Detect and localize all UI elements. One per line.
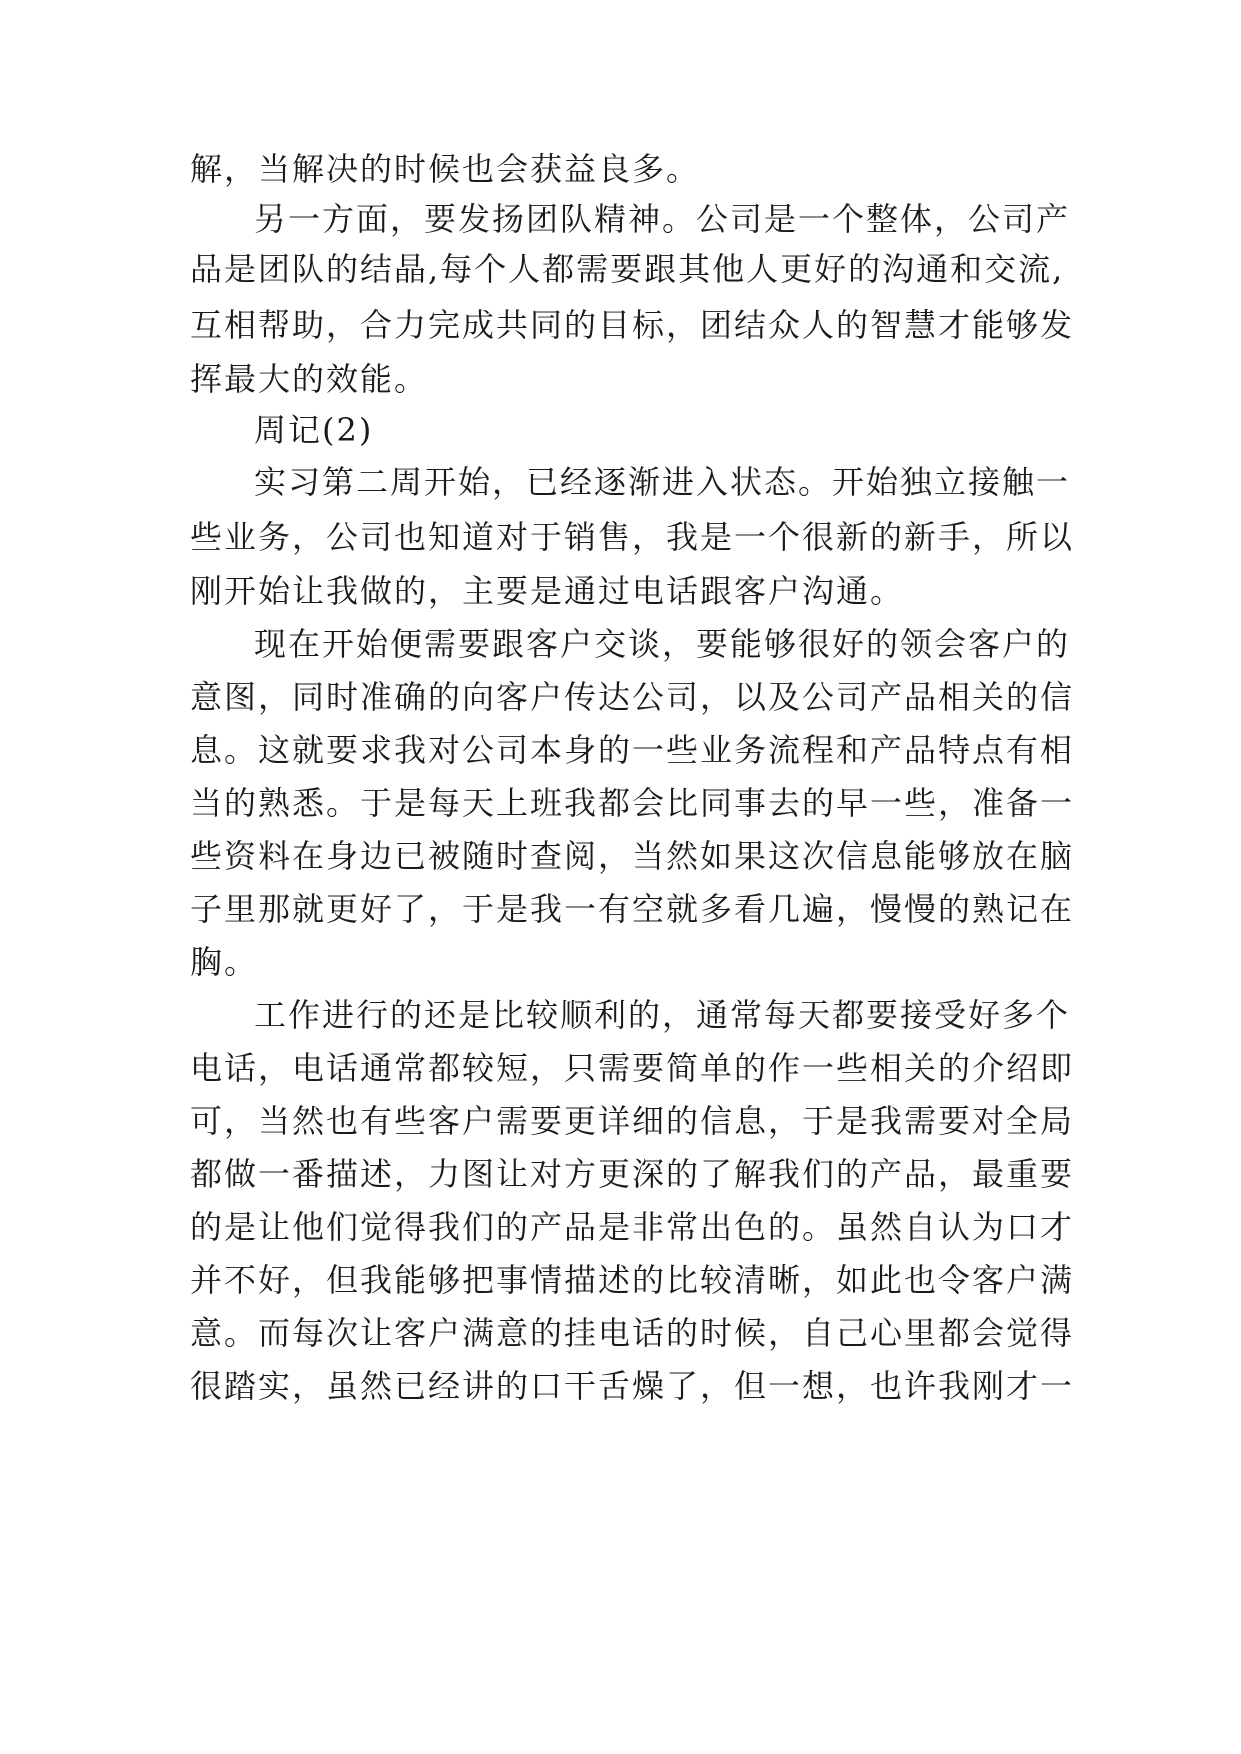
text-line: 并不好，但我能够把事情描述的比较清晰，如此也令客户满 bbox=[190, 1261, 1075, 1299]
text-line: 意。而每次让客户满意的挂电话的时候，自己心里都会觉得 bbox=[190, 1314, 1075, 1352]
text-line: 意图，同时准确的向客户传达公司，以及公司产品相关的信 bbox=[190, 678, 1075, 716]
text-line: 很踏实，虽然已经讲的口干舌燥了，但一想，也许我刚才一 bbox=[190, 1367, 1075, 1405]
text-line: 互相帮助，合力完成共同的目标，团结众人的智慧才能够发 bbox=[190, 306, 1075, 344]
text-line: 子里那就更好了，于是我一有空就多看几遍，慢慢的熟记在 bbox=[190, 890, 1075, 928]
text-line: 些业务，公司也知道对于销售，我是一个很新的新手，所以 bbox=[190, 518, 1075, 556]
text-line: 息。这就要求我对公司本身的一些业务流程和产品特点有相 bbox=[190, 731, 1075, 769]
text-line: 现在开始便需要跟客户交谈，要能够很好的领会客户的 bbox=[254, 625, 1071, 663]
text-line: 挥最大的效能。 bbox=[190, 360, 429, 398]
text-line: 的是让他们觉得我们的产品是非常出色的。虽然自认为口才 bbox=[190, 1208, 1075, 1246]
text-line: 些资料在身边已被随时查阅，当然如果这次信息能够放在脑 bbox=[190, 837, 1075, 875]
text-line: 另一方面，要发扬团队精神。公司是一个整体，公司产 bbox=[254, 200, 1071, 238]
text-line: 当的熟悉。于是每天上班我都会比同事去的早一些，准备一 bbox=[190, 784, 1075, 822]
text-line: 刚开始让我做的，主要是通过电话跟客户沟通。 bbox=[190, 572, 905, 610]
text-line: 可，当然也有些客户需要更详细的信息，于是我需要对全局 bbox=[190, 1102, 1075, 1140]
text-line: 解，当解决的时候也会获益良多。 bbox=[190, 150, 701, 188]
text-line: 工作进行的还是比较顺利的，通常每天都要接受好多个 bbox=[254, 996, 1071, 1034]
text-line: 品是团队的结晶,每个人都需要跟其他人更好的沟通和交流, bbox=[190, 250, 1065, 288]
text-line: 都做一番描述，力图让对方更深的了解我们的产品，最重要 bbox=[190, 1155, 1075, 1193]
text-line: 实习第二周开始，已经逐渐进入状态。开始独立接触一 bbox=[254, 463, 1071, 501]
text-line: 电话，电话通常都较短，只需要简单的作一些相关的介绍即 bbox=[190, 1049, 1075, 1087]
section-heading: 周记(2) bbox=[254, 411, 374, 449]
text-line: 胸。 bbox=[190, 943, 259, 981]
